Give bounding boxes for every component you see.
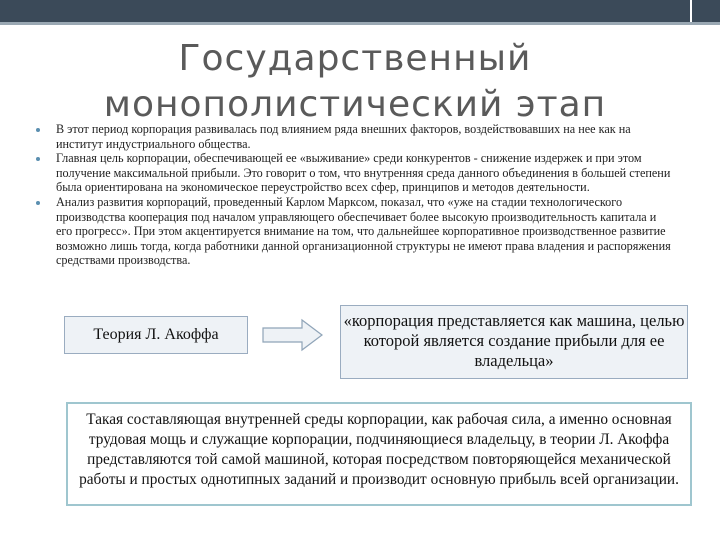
right-arrow-icon bbox=[262, 318, 324, 352]
theory-box bbox=[64, 316, 248, 354]
top-bar bbox=[0, 0, 690, 22]
summary-text: Такая составляющая внутренней среды корпорации, как рабочая сила, а именно основная трудовая мощь и служащие корпорации, подчиняющиеся владельцу, в теории Л. Акоффа представляются той самой машиной, которая посредством повторяющейся механической работы и простых однотипных заданий и производит основную прибыль всей организации. bbox=[79, 411, 679, 488]
bullet-icon bbox=[36, 201, 40, 205]
bullet-icon bbox=[36, 157, 40, 161]
summary-box bbox=[66, 402, 692, 506]
bullet-icon bbox=[36, 128, 40, 132]
quote-box bbox=[340, 305, 688, 379]
bullet-item bbox=[34, 195, 674, 268]
bullet-item bbox=[34, 122, 674, 151]
top-bar-right bbox=[692, 0, 720, 22]
top-accent-line bbox=[0, 22, 720, 25]
bullet-text: Анализ развития корпораций, проведенный Карлом Марксом, показал, что «уже на стадии технологического производства кооперация под началом управляющего обеспечивает более высокую производительность капитала и его прогресс». При этом акцентируется внимание на том, что дальнейшее корпоративное производственное развитие возможно лишь тогда, когда работники данной организационной структуры не имеют права владения и распоряжения средствами производства. bbox=[56, 194, 671, 268]
bullet-item bbox=[34, 151, 674, 195]
bullet-list bbox=[34, 122, 674, 268]
theory-label: Теория Л. Акоффа bbox=[93, 326, 219, 343]
bullet-text: Главная цель корпорации, обеспечивающей ее «выживание» среди конкурентов - снижение издержек и при этом получение максимальной прибыли. Это говорит о том, что внутренняя среда данного объединения в большей степени была ориентирована на экономическое переустройство всех сфер, принципов и методов деятельности. bbox=[56, 151, 671, 195]
bullet-text: В этот период корпорация развивалась под влиянием ряда внешних факторов, воздействовавших на нее как на институт индустриального общества. bbox=[56, 122, 631, 151]
quote-text: «корпорация представляется как машина, целью которой является создание прибыли для ее владельца» bbox=[343, 311, 685, 370]
slide-title: Государственный монополистический этап bbox=[103, 38, 607, 125]
